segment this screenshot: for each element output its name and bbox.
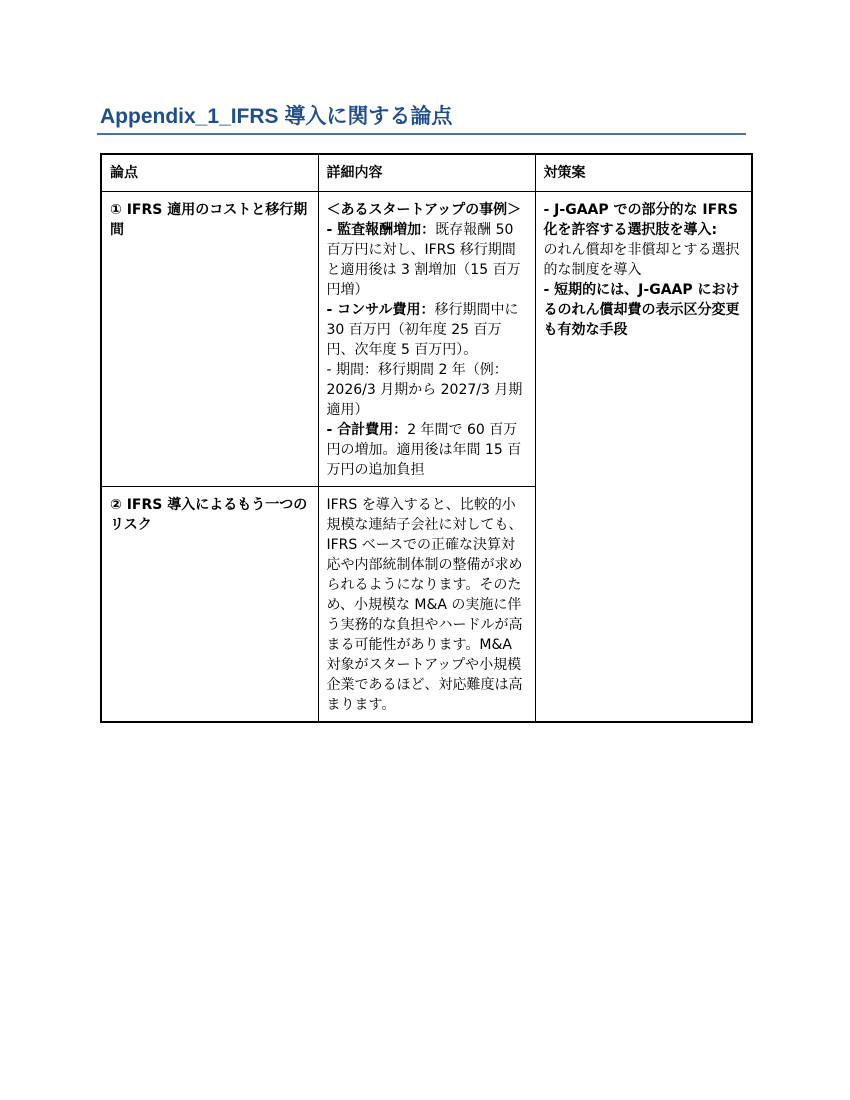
table-row [101, 192, 752, 487]
countermeasure-2: - 短期的には、J-GAAP におけるのれん償却費の表示区分変更も有効な手段 [543, 282, 740, 338]
detail-audit [327, 220, 528, 300]
consult-label: - コンサル費用： [326, 302, 435, 318]
detail-cell-1 [318, 192, 535, 487]
header-issue: 論点 [101, 154, 318, 192]
consult-text: 移行期間中に 30 百万円（初年度 25 百万円、次年度 5 百万円）。 [326, 302, 519, 358]
detail-intro: ＜あるスタートアップの事例＞ [326, 202, 522, 218]
countermeasure-1-label: - J-GAAP での部分的な IFRS 化を許容する選択肢を導入: [543, 202, 739, 238]
header-detail: 詳細内容 [318, 154, 535, 192]
countermeasure-cell [535, 192, 752, 723]
issue-cell-2: ② IFRS 導入によるもう一つのリスク [101, 487, 318, 723]
detail-consult [327, 300, 528, 360]
table-header-row [101, 154, 752, 192]
countermeasure-1-text: のれん償却を非償却とする選択的な制度を導入 [543, 242, 740, 278]
header-countermeasure: 対策案 [535, 154, 752, 192]
issue-cell-1: ① IFRS 適用のコストと移行期間 [101, 192, 318, 487]
audit-text: 既存報酬 50 百万円に対し、IFRS 移行期間と適用後は 3 割増加（15 百万円増） [326, 222, 521, 298]
page-title: Appendix_1_IFRS 導入に関する論点 [100, 105, 453, 128]
audit-label: - 監査報酬増加： [326, 222, 436, 238]
title-underline [97, 133, 746, 135]
issues-table [100, 153, 753, 723]
detail-total [327, 420, 528, 480]
total-text: 2 年間で 60 百万円の増加。適用後は年間 15 百万円の追加負担 [326, 422, 522, 478]
total-label: - 合計費用： [326, 422, 408, 438]
detail-cell-2: IFRS を導入すると、比較的小規模な連結子会社に対しても、IFRS ベースでの正確な決算対応や内部統制体制の整備が求められるようになります。そのため、小規模な M&A の実施に伴う実務的な負担やハードルが高まる可能性があります。M&A 対象がスタートアップや小規模企業であるほど、対応難度は高まります。 [318, 487, 535, 723]
detail-period: - 期間：移行期間 2 年（例：2026/3 月期から 2027/3 月期適用） [326, 362, 523, 418]
